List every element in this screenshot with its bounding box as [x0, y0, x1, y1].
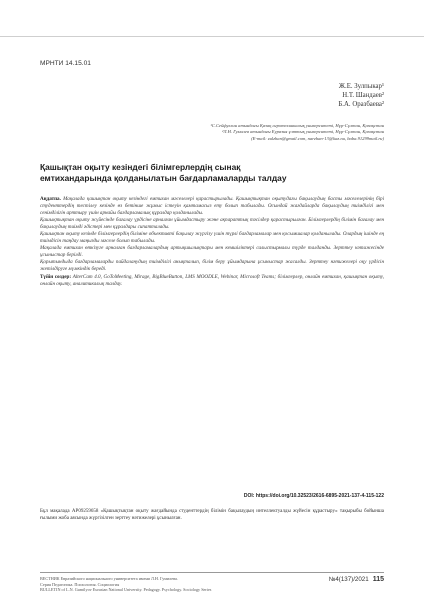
journal-line: ВЕСТНИК Евразийского национального университета имени Л.Н. Гумилева.: [40, 576, 178, 581]
issue-number: №4(137)/2021: [328, 576, 369, 583]
footer-rule: [40, 572, 384, 573]
abstract-paragraph: [40, 196, 384, 217]
author-name: Б.А. Оразбаева²: [338, 101, 384, 108]
abstract: [40, 196, 384, 288]
abstract-paragraph: Қорытындыда бағдарламаларды пайдаланудың тиімділігі анықталып, білім беру ұйымдарына ұсыныстар жасалды. Зерттеу нәтижелері оқу үрдісін жетілдіруге мүмкіндік береді.: [40, 259, 384, 273]
affiliation-email: (E-mail: zulzhan@gmail.com, narzhan-13@kaz.nu, baba.91299mail.ru): [251, 135, 384, 141]
affiliation-line: ²Л.Н. Гумилев атындағы Еуразия ұлттық университеті, Нұр-Сұлтан, Қазақстан: [222, 129, 384, 135]
page-number: 115: [372, 576, 384, 583]
abstract-label: Аңдатпа.: [40, 196, 61, 202]
header-rule: [0, 36, 424, 37]
title-line: Қашықтан оқыту кезіндегі білімгерлердің сынақ: [40, 162, 241, 172]
article-title: [40, 162, 384, 184]
abstract-paragraph: Қашықтан оқыту кезінде білімгерлердің біліміне объективті бақылау жүргізу үшін түрлі бағдарламалар мен қосымшалар қолданылады. Олардың ішінде ең тиімдісін таңдау маңызды мәселе болып табылады.: [40, 231, 384, 245]
doi-link[interactable]: DOI: https://doi.org/10.32523/2616-6895-2021-137-4-115-122: [243, 493, 384, 499]
journal-name: [40, 576, 211, 593]
keywords-label: Түйін сөздер:: [40, 273, 72, 280]
abstract-paragraph: Мақалада емтихан өткізуге арналған бағдарламалардың артықшылықтары мен кемшіліктері салыстырмалы түрде талданды. Зерттеу нәтижесінде ұсыныстар берілді.: [40, 245, 384, 259]
affiliations: [210, 123, 384, 142]
author-list: [338, 82, 384, 109]
journal-line: BULLETIN of L.N. Gumilyov Eurasian National University. Pedagogy. Psychology. Sociology Series: [40, 587, 212, 593]
title-line: емтихандарында қолданылатын бағдарламаларды талдау: [40, 172, 287, 183]
affiliation-line: ¹С.Сейфуллин атындағы Қазақ агротехникалық университеті, Нұр-Сұлтан, Қазақстан: [210, 123, 384, 128]
journal-line: Серия Педагогика. Психология. Социология: [40, 581, 120, 587]
abstract-text: Мақалада қашықтан оқыту кезіндегі емтихан мәселелері қарастырылады. Қашықтықтан оқытудағы бақылаудың басты мәселелерінің бірі студенттердің тестілеу кезінде өз бетінше жұмыс істеуін қамтамасыз ету болып табылады. Осындай жағдайларда бақылаудың тиімділігі мен сенімділігін арттыру үшін арнайы бағдарламалық құралдар қолданылады.: [40, 196, 384, 217]
keywords: [40, 274, 384, 288]
author-name: Н.Т. Шандаев²: [342, 92, 384, 99]
author-name: Ж.Е. Зулпыкар¹: [338, 83, 384, 90]
body-paragraph: Бұл мақалада AP09259658 «Қашықтықтан оқыту жағдайында студенттердің білімін бақылаудың интеллектуалды жүйесін құрастыру» тақырыбы бойынша ғылыми жоба аясында жүргізілген зерттеу нәтижелері ұсынылған.: [40, 509, 384, 521]
issue-info: [329, 576, 384, 583]
keywords-text: AlterCam 4.0, GoToMeeting, Mirage, BigBlueButton, LMS MOODLE, Webinar, Microsoft Teams; білімгерлер, онлайн емтихан, қашықтан оқыту, онлайн оқыту, аналитикалық талдау.: [40, 273, 384, 287]
udc-code: МРНТИ 14.15.01: [40, 60, 91, 67]
abstract-paragraph: Қашықтықтан оқыту жүйесінде бағалау үрдісіне арналған ұйымдастыру және ақпараттық тәсілдер қарастырылған. Білімгерлердің білімін бағалау мен бақылаудың тиімді әдістері мен құралдары сипатталады.: [40, 217, 384, 231]
